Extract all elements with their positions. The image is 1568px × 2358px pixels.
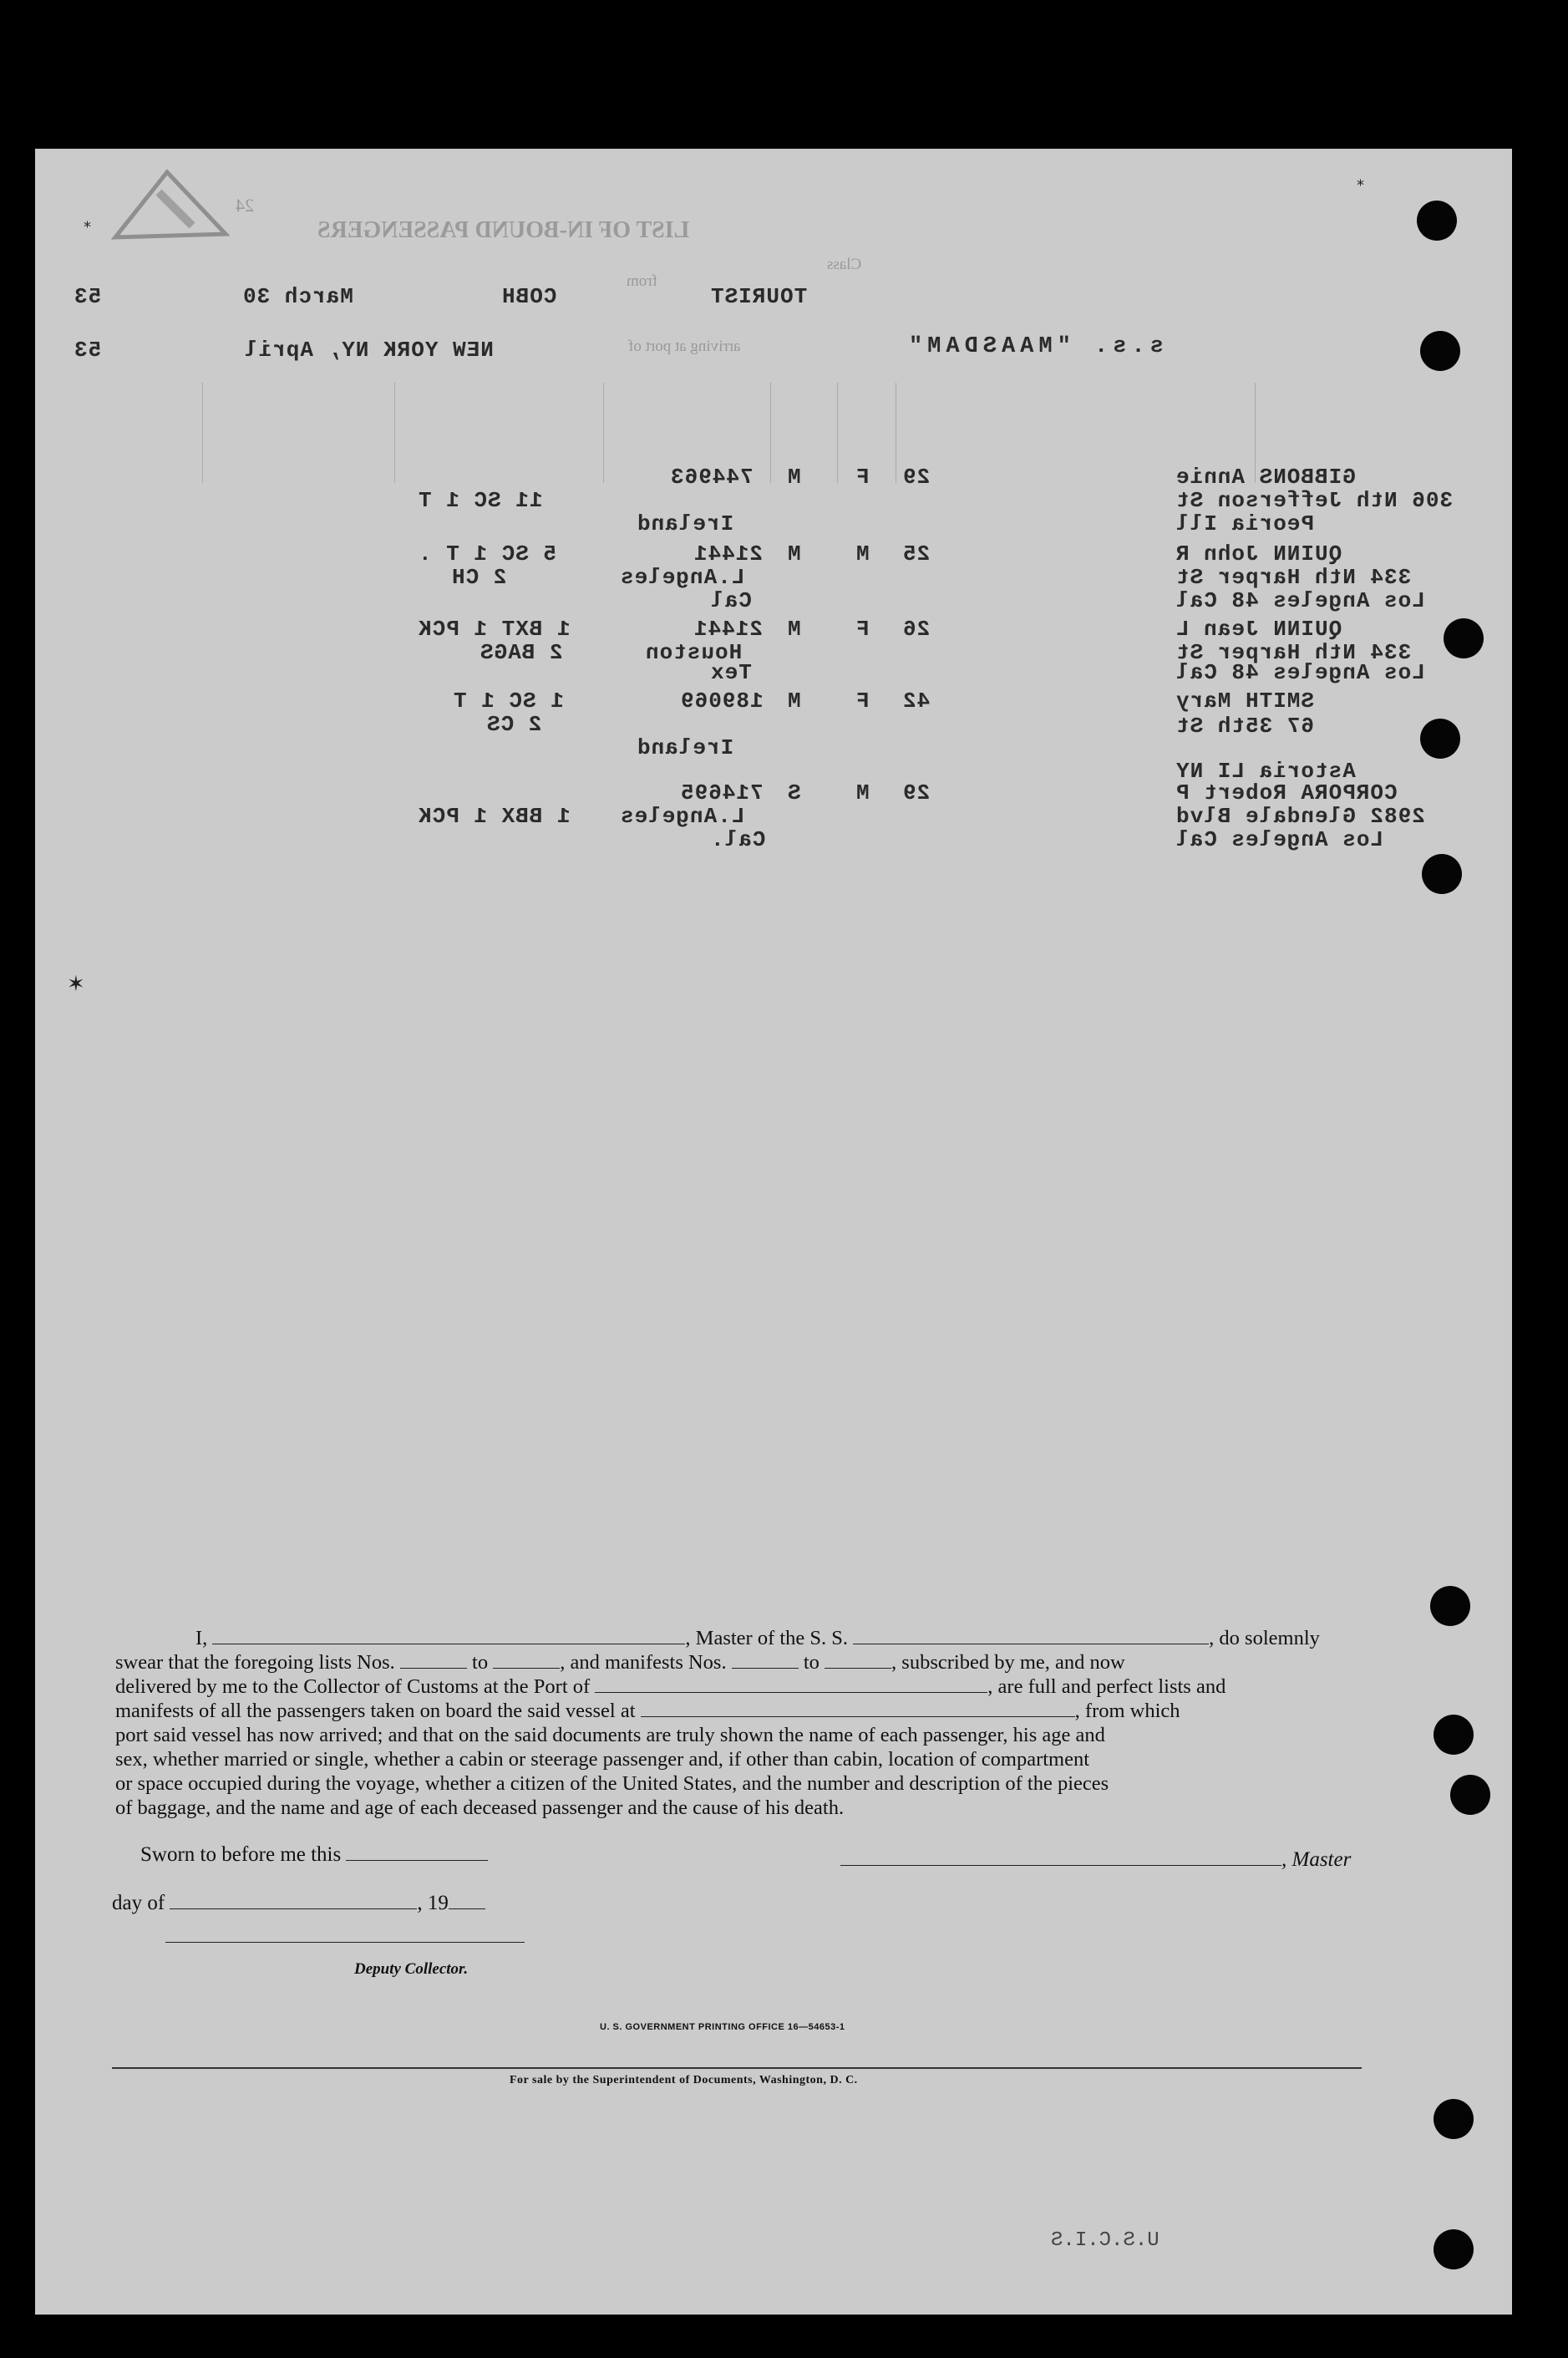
vessel-name: s.s. "MAASDAM" bbox=[904, 334, 1164, 359]
binder-hole bbox=[1422, 854, 1462, 894]
port-blank[interactable] bbox=[595, 1677, 987, 1693]
passenger-sex: M bbox=[855, 541, 870, 567]
deputy-signature-line bbox=[165, 1927, 525, 1943]
binder-hole bbox=[1434, 2229, 1474, 2269]
passenger-residence: L.Angeles bbox=[620, 565, 745, 590]
binder-hole bbox=[1417, 201, 1457, 241]
day-of-blank[interactable] bbox=[170, 1893, 417, 1909]
passenger-document: 744963 bbox=[670, 465, 754, 490]
oath-line-7: or space occupied during the voyage, whether a citizen of the United States, and the number and description of the pieces bbox=[115, 1772, 1109, 1795]
passenger-residence: L.Angeles bbox=[620, 804, 745, 829]
sworn-text: Sworn to before me this bbox=[140, 1843, 342, 1866]
stray-mark: ⁎ bbox=[84, 214, 91, 231]
binder-hole bbox=[1450, 1775, 1490, 1815]
column-rule bbox=[202, 383, 203, 483]
passenger-baggage: 1 BBX 1 PCK bbox=[418, 804, 571, 829]
passenger-street: 334 Nth Harper St bbox=[1175, 640, 1412, 665]
ghost-class-label: Class bbox=[827, 256, 862, 273]
passenger-city: Los Angeles Cal bbox=[1175, 827, 1384, 852]
passenger-city: Los Angeles 48 Cal bbox=[1175, 660, 1425, 685]
passenger-name: SMITH Mary bbox=[1175, 689, 1315, 714]
manifest-from-blank[interactable] bbox=[732, 1653, 799, 1669]
column-rule bbox=[603, 383, 604, 483]
passenger-baggage: 11 SC 1 T bbox=[418, 488, 543, 513]
passenger-name: QUINN Jean L bbox=[1175, 617, 1342, 642]
binder-hole bbox=[1434, 1715, 1474, 1755]
passenger-marital: M bbox=[787, 689, 801, 714]
passenger-name: GIBBONS Annie bbox=[1175, 465, 1356, 490]
printing-office-line: U. S. GOVERNMENT PRINTING OFFICE 16—54653-1 bbox=[600, 2022, 845, 2032]
passenger-city: Peoria Ill bbox=[1175, 511, 1315, 536]
passenger-marital: M bbox=[787, 617, 801, 642]
oath-paragraph bbox=[115, 1626, 1362, 1820]
oath-to: to bbox=[472, 1651, 489, 1674]
year-prefix: , 19 bbox=[417, 1892, 449, 1914]
passenger-age: 29 bbox=[902, 465, 931, 490]
passenger-sex: F bbox=[855, 617, 870, 642]
passenger-document: 189069 bbox=[680, 689, 764, 714]
passenger-marital: S bbox=[787, 780, 801, 805]
manifest-sheet bbox=[35, 149, 1512, 2315]
day-of-label: day of bbox=[112, 1892, 165, 1914]
header-year-2: 53 bbox=[74, 338, 102, 363]
passenger-age: 29 bbox=[902, 780, 931, 805]
deputy-collector-label: Deputy Collector. bbox=[354, 1960, 469, 1978]
passenger-residence-state: Tex bbox=[710, 660, 752, 685]
oath-to-2: to bbox=[803, 1651, 820, 1674]
passenger-baggage-2: 2 CH bbox=[451, 565, 507, 590]
passenger-street: 306 Nth Jefferson St bbox=[1175, 488, 1454, 513]
master-signature-blank[interactable] bbox=[840, 1850, 1281, 1866]
oath-are-full: , are full and perfect lists and bbox=[987, 1675, 1226, 1698]
oath-from-which: , from which bbox=[1074, 1700, 1180, 1722]
oath-do-solemnly: , do solemnly bbox=[1209, 1627, 1320, 1649]
passenger-baggage: 1 BXT 1 PCK bbox=[418, 617, 571, 642]
passenger-residence: Houston bbox=[645, 640, 743, 665]
passenger-street: 2982 Glendale Blvd bbox=[1175, 804, 1425, 829]
passenger-street: 67 35th St bbox=[1175, 714, 1315, 739]
list-from-blank[interactable] bbox=[400, 1653, 467, 1669]
vessel-name-blank[interactable] bbox=[853, 1629, 1209, 1644]
master-label: , Master bbox=[1281, 1848, 1352, 1871]
oath-line-8: of baggage, and the name and age of each deceased passenger and the cause of his death. bbox=[115, 1796, 845, 1819]
list-to-blank[interactable] bbox=[493, 1653, 560, 1669]
stamp-number: 24 bbox=[236, 195, 254, 216]
master-name-blank[interactable] bbox=[212, 1629, 685, 1644]
passenger-marital: M bbox=[787, 465, 801, 490]
master-signature-line bbox=[840, 1848, 1351, 1872]
sworn-date-blank[interactable] bbox=[346, 1845, 488, 1861]
binder-hole bbox=[1420, 331, 1460, 371]
binder-hole bbox=[1430, 1586, 1470, 1626]
sworn-line bbox=[140, 1843, 488, 1867]
passenger-age: 25 bbox=[902, 541, 931, 567]
passenger-city: Los Angeles 48 Cal bbox=[1175, 588, 1425, 613]
passenger-residence-state: Cal bbox=[710, 588, 752, 613]
passenger-residence-state: Cal. bbox=[710, 827, 766, 852]
for-sale-line: For sale by the Superintendent of Documents, Washington, D. C. bbox=[510, 2074, 858, 2086]
header-port-from: COBH bbox=[501, 284, 557, 309]
faded-stamp-icon bbox=[109, 167, 234, 246]
bottom-archive-code: U.S.C.I.S bbox=[1051, 2229, 1160, 2252]
column-rule bbox=[837, 383, 838, 483]
passenger-name: CORPORA Robert P bbox=[1175, 780, 1398, 805]
ghost-from-label: from bbox=[627, 272, 657, 290]
deputy-signature-blank[interactable] bbox=[165, 1927, 525, 1943]
passenger-document: 21441 bbox=[693, 617, 764, 642]
manifest-to-blank[interactable] bbox=[825, 1653, 891, 1669]
passenger-residence: Ireland bbox=[637, 735, 734, 760]
oath-i: I, bbox=[195, 1627, 208, 1649]
passenger-residence: Ireland bbox=[637, 511, 734, 536]
day-of-line bbox=[112, 1892, 485, 1915]
passenger-baggage: 5 SC 1 T . bbox=[418, 541, 557, 567]
header-arrival-port: NEW YORK NY, April bbox=[244, 338, 494, 363]
passenger-baggage: 1 SC 1 T bbox=[453, 689, 564, 714]
passenger-sex: F bbox=[855, 689, 870, 714]
binder-hole bbox=[1420, 719, 1460, 759]
passenger-marital: M bbox=[787, 541, 801, 567]
passenger-baggage-2: 2 BAGS bbox=[480, 640, 563, 665]
binder-hole bbox=[1434, 2099, 1474, 2139]
passenger-sex: M bbox=[855, 780, 870, 805]
departure-port-blank[interactable] bbox=[641, 1701, 1075, 1717]
stray-mark: ⁎ bbox=[1357, 172, 1364, 189]
passenger-name: QUINN John R bbox=[1175, 541, 1342, 567]
binder-hole bbox=[1444, 618, 1484, 658]
oath-master-of: , Master of the S. S. bbox=[685, 1627, 849, 1649]
passenger-age: 42 bbox=[902, 689, 931, 714]
column-rule bbox=[394, 383, 395, 483]
ghost-list-title: LIST OF IN-BOUND PASSENGERS bbox=[317, 217, 690, 243]
passenger-document: 714695 bbox=[680, 780, 764, 805]
passenger-street: 334 Nth Harper St bbox=[1175, 565, 1412, 590]
passenger-sex: F bbox=[855, 465, 870, 490]
passenger-document: 21441 bbox=[693, 541, 764, 567]
passenger-age: 26 bbox=[902, 617, 931, 642]
header-date: March 30 bbox=[242, 284, 353, 309]
column-rule bbox=[770, 383, 771, 483]
oath-swear: swear that the foregoing lists Nos. bbox=[115, 1651, 395, 1674]
passenger-city: Astoria LI NY bbox=[1175, 759, 1356, 784]
ghost-arriving-label: arriving at port of bbox=[628, 338, 741, 355]
oath-subscribed: , subscribed by me, and now bbox=[891, 1651, 1125, 1674]
oath-and-manifests: , and manifests Nos. bbox=[560, 1651, 727, 1674]
passenger-baggage-2: 2 CS bbox=[486, 712, 542, 737]
header-class: TOURIST bbox=[710, 284, 808, 309]
oath-line-6: sex, whether married or single, whether a cabin or steerage passenger and, if other than cabin, location of compartment bbox=[115, 1748, 1090, 1771]
year-blank[interactable] bbox=[449, 1893, 485, 1909]
oath-delivered: delivered by me to the Collector of Customs at the Port of bbox=[115, 1675, 591, 1698]
oath-manifests-of: manifests of all the passengers taken on board the said vessel at bbox=[115, 1700, 636, 1722]
footer-rule bbox=[112, 2067, 1362, 2069]
stray-mark: ✶ bbox=[67, 972, 85, 996]
oath-line-5: port said vessel has now arrived; and that on the said documents are truly shown the name of each passenger, his age and bbox=[115, 1724, 1105, 1746]
header-year: 53 bbox=[74, 284, 102, 309]
